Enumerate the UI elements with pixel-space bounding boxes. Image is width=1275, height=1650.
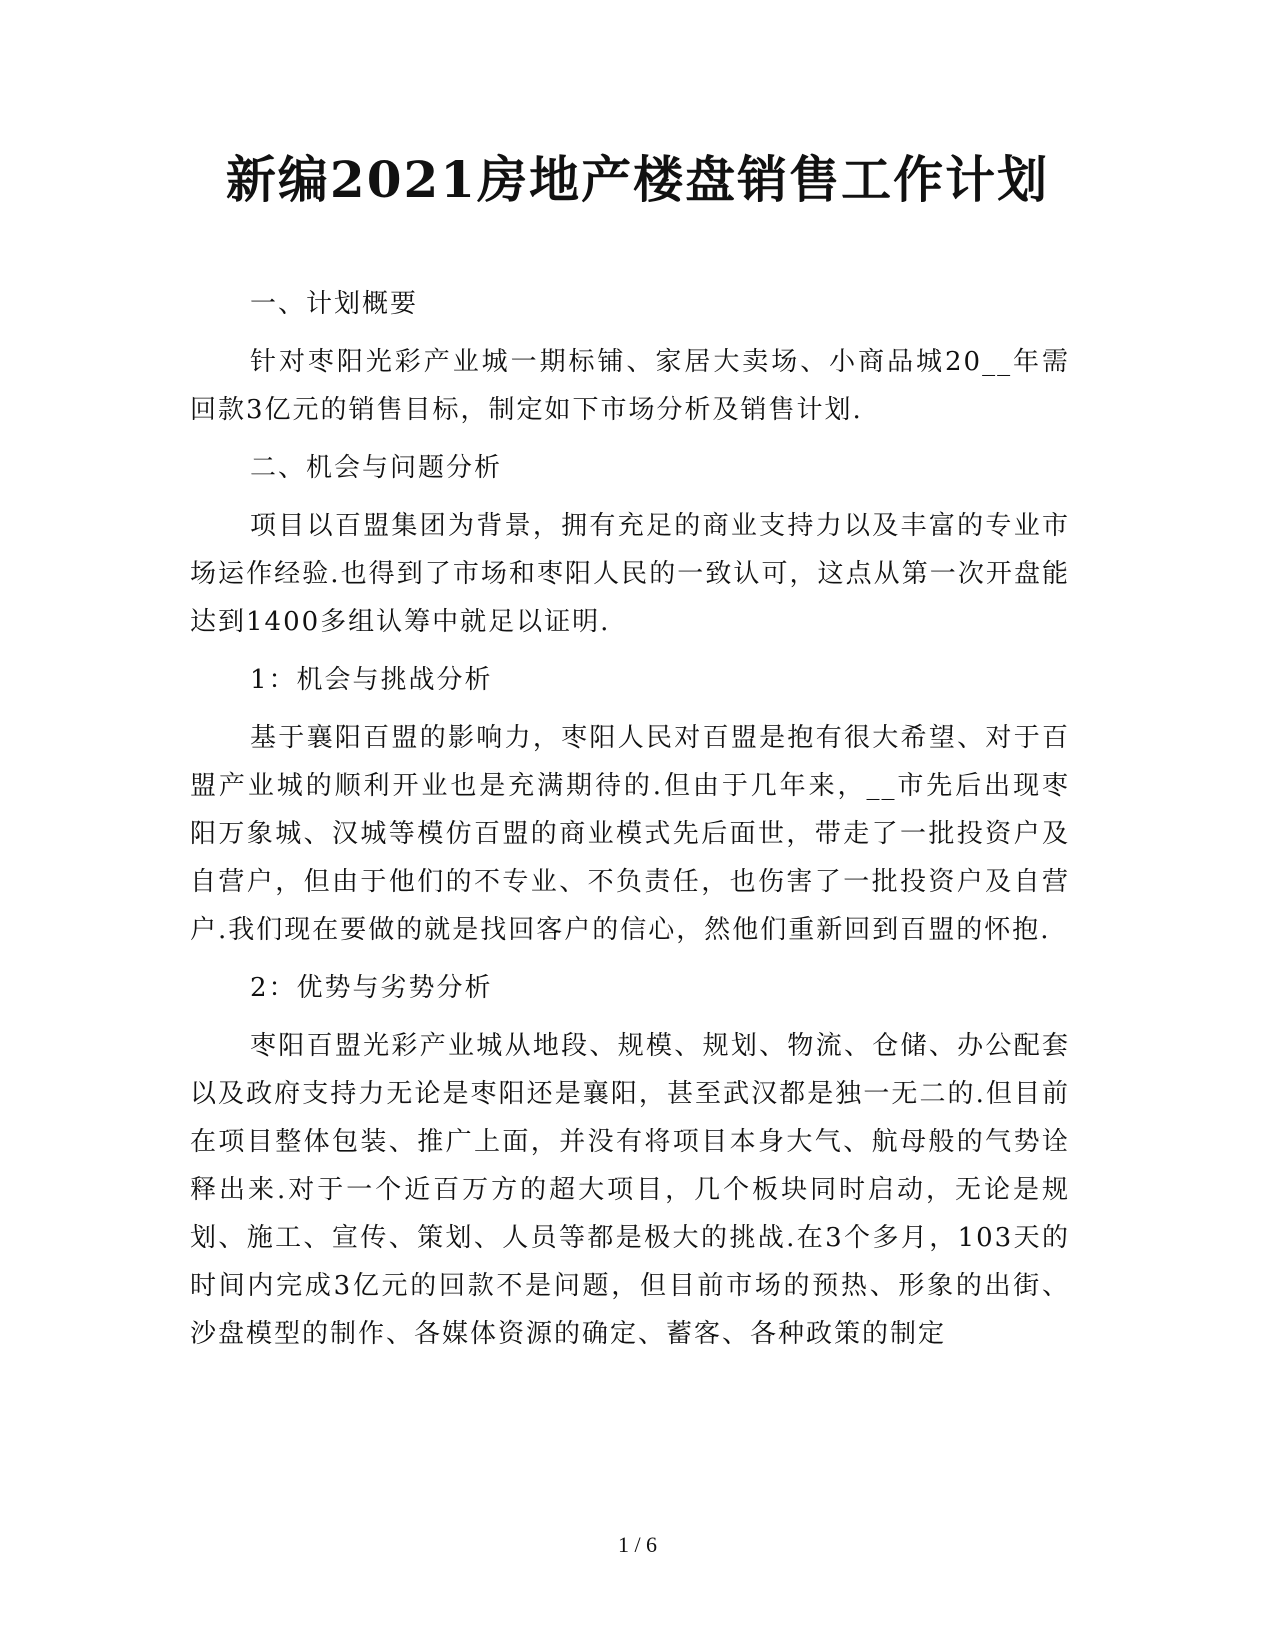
document-title: 新编2021房地产楼盘销售工作计划 [225,150,1050,209]
paragraph-opportunity: 基于襄阳百盟的影响力，枣阳人民对百盟是抱有很大希望、对于百盟产业城的顺利开业也是充满期待的.但由于几年来，__市先后出现枣阳万象城、汉城等模仿百盟的商业模式先后面世，带走了一批投资户及自营户，但由于他们的不专业、不负责任，也伤害了一批投资户及自营户.我们现在要做的就是找回客户的信心，然他们重新回到百盟的怀抱. [190,723,1070,945]
subheading-opportunity: 1：机会与挑战分析 [250,665,493,695]
paragraph-overview: 针对枣阳光彩产业城一期标铺、家居大卖场、小商品城20__年需回款3亿元的销售目标，制定如下市场分析及销售计划. [190,347,1070,425]
page-number: 1 / 6 [617,1532,658,1557]
paragraph-background: 项目以百盟集团为背景，拥有充足的商业支持力以及丰富的专业市场运作经验.也得到了市场和枣阳人民的一致认可，这点从第一次开盘能达到1400多组认筹中就足以证明. [190,511,1070,637]
document-body [190,280,1070,1368]
paragraph-strengths: 枣阳百盟光彩产业城从地段、规模、规划、物流、仓储、办公配套以及政府支持力无论是枣阳还是襄阳，甚至武汉都是独一无二的.但目前在项目整体包装、推广上面，并没有将项目本身大气、航母般的气势诠释出来.对于一个近百万方的超大项目，几个板块同时启动，无论是规划、施工、宣传、策划、人员等都是极大的挑战.在3个多月，103天的时间内完成3亿元的回款不是问题，但目前市场的预热、形象的出街、沙盘模型的制作、各媒体资源的确定、蓄客、各种政策的制定 [190,1031,1070,1349]
section-heading-analysis: 二、机会与问题分析 [250,453,503,483]
section-heading-overview: 一、计划概要 [250,289,419,319]
subheading-strengths: 2：优势与劣势分析 [250,973,493,1003]
